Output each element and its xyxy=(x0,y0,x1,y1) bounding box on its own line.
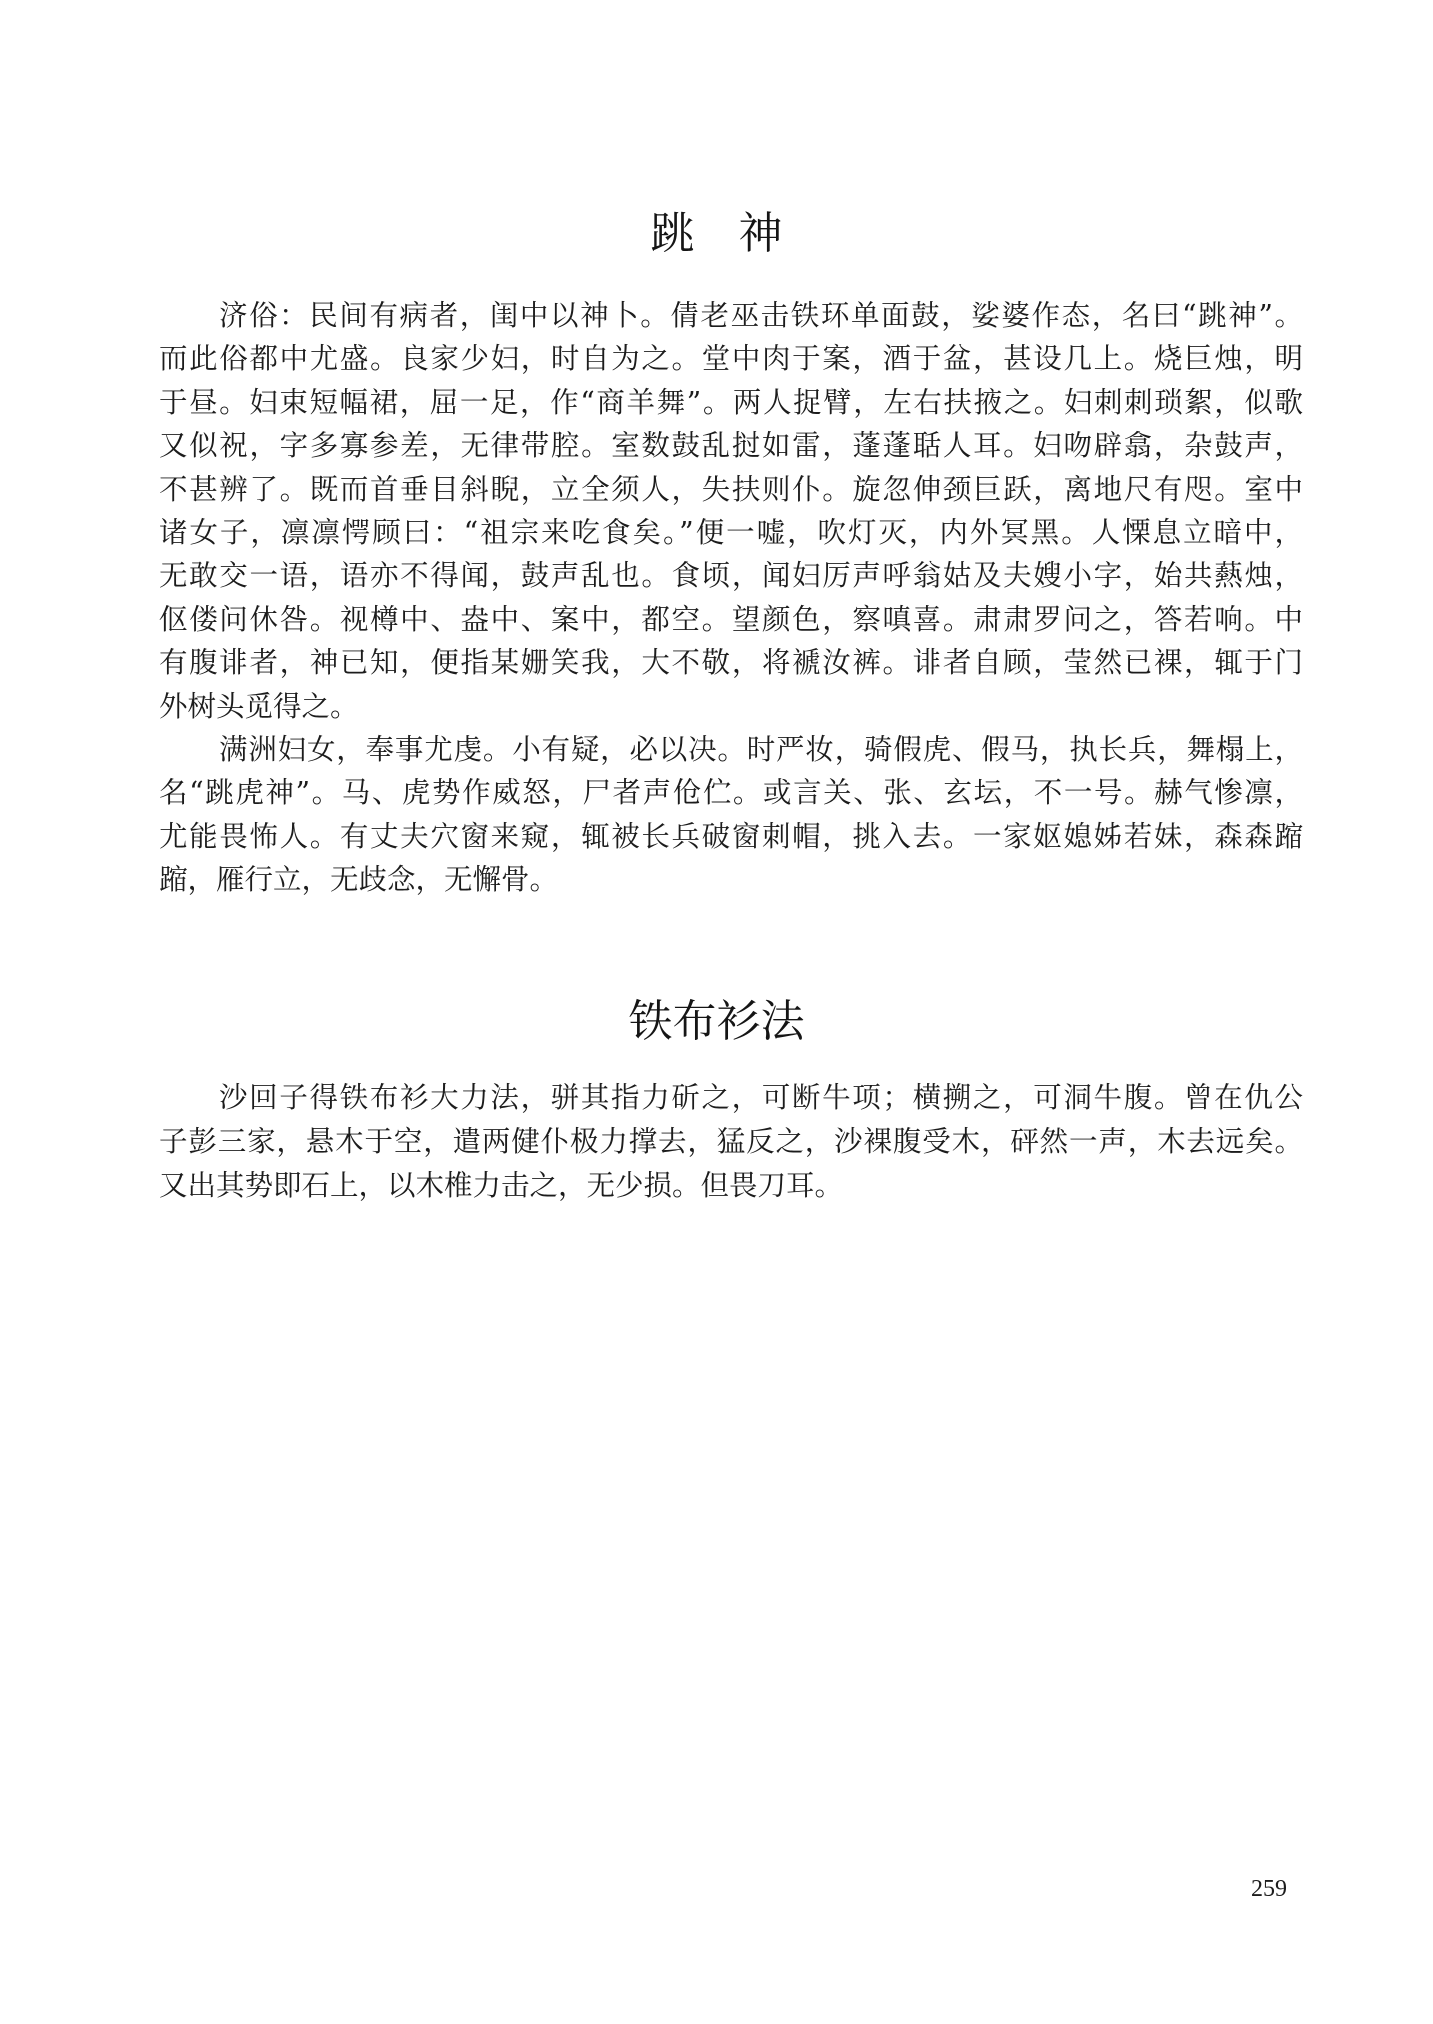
section-title: 跳 神 xyxy=(650,208,783,260)
text-line: 无敢交一语，语亦不得闻，鼓声乱也。食顷，闻妇厉声呼翁姑及夫嫂小字，始共爇烛， xyxy=(159,559,1303,593)
text-line: 于昼。妇束短幅裙，屈一足，作“商羊舞”。两人捉臂，左右扶掖之。妇刺刺琐絮，似歌 xyxy=(159,385,1303,419)
paragraph xyxy=(159,294,1303,728)
text-line: 有腹诽者，神已知，便指某姗笑我，大不敬，将褫汝裤。诽者自顾，莹然已裸，辄于门 xyxy=(159,646,1303,680)
text-line: 沙回子得铁布衫大力法，骈其指力斫之，可断牛项；横搠之，可洞牛腹。曾在仇公 xyxy=(219,1081,1303,1114)
text-line: 满洲妇女，奉事尤虔。小有疑，必以决。时严妆，骑假虎、假马，执长兵，舞榻上， xyxy=(219,732,1303,766)
paragraph xyxy=(159,728,1303,902)
paragraph xyxy=(159,1076,1303,1208)
text-line: 尤能畏怖人。有丈夫穴窗来窥，辄被长兵破窗刺帽，挑入去。一家妪媳姊若妹，森森蹜 xyxy=(159,819,1303,853)
text-line: 诸女子，凛凛愕顾曰：“祖宗来吃食矣。”便一嘘，吹灯灭，内外冥黑。人慄息立暗中， xyxy=(159,515,1303,549)
text-line: 又似祝，字多寡参差，无律带腔。室数鼓乱挝如雷，蓬蓬聒人耳。妇吻辟翕，杂鼓声， xyxy=(159,429,1303,463)
text-line: 不甚辨了。既而首垂目斜睨，立全须人，失扶则仆。旋忽伸颈巨跃，离地尺有咫。室中 xyxy=(159,472,1303,506)
text-line: 济俗：民间有病者，闺中以神卜。倩老巫击铁环单面鼓，娑婆作态，名曰“跳神”。 xyxy=(219,299,1303,332)
text-line: 又出其势即石上，以木椎力击之，无少损。但畏刀耳。 xyxy=(159,1169,844,1202)
text-line: 伛偻问休咎。视樽中、盎中、案中，都空。望颜色，察嗔喜。肃肃罗问之，答若响。中 xyxy=(159,602,1303,636)
text-line: 名“跳虎神”。马、虎势作威怒，尸者声伧伫。或言关、张、玄坛，不一号。赫气惨凛， xyxy=(159,776,1303,810)
section-body xyxy=(159,1076,1303,1208)
page-number: 259 xyxy=(1251,1876,1287,1902)
section-body xyxy=(159,294,1303,901)
text-line: 蹜，雁行立，无歧念，无懈骨。 xyxy=(159,863,559,897)
text-line: 外树头觅得之。 xyxy=(159,689,359,723)
text-line: 而此俗都中尤盛。良家少妇，时自为之。堂中肉于案，酒于盆，甚设几上。烧巨烛，明 xyxy=(159,342,1303,376)
section-title: 铁布衫法 xyxy=(628,996,805,1048)
text-line: 子彭三家，悬木于空，遣两健仆极力撑去，猛反之，沙裸腹受木，砰然一声，木去远矣。 xyxy=(159,1125,1303,1158)
